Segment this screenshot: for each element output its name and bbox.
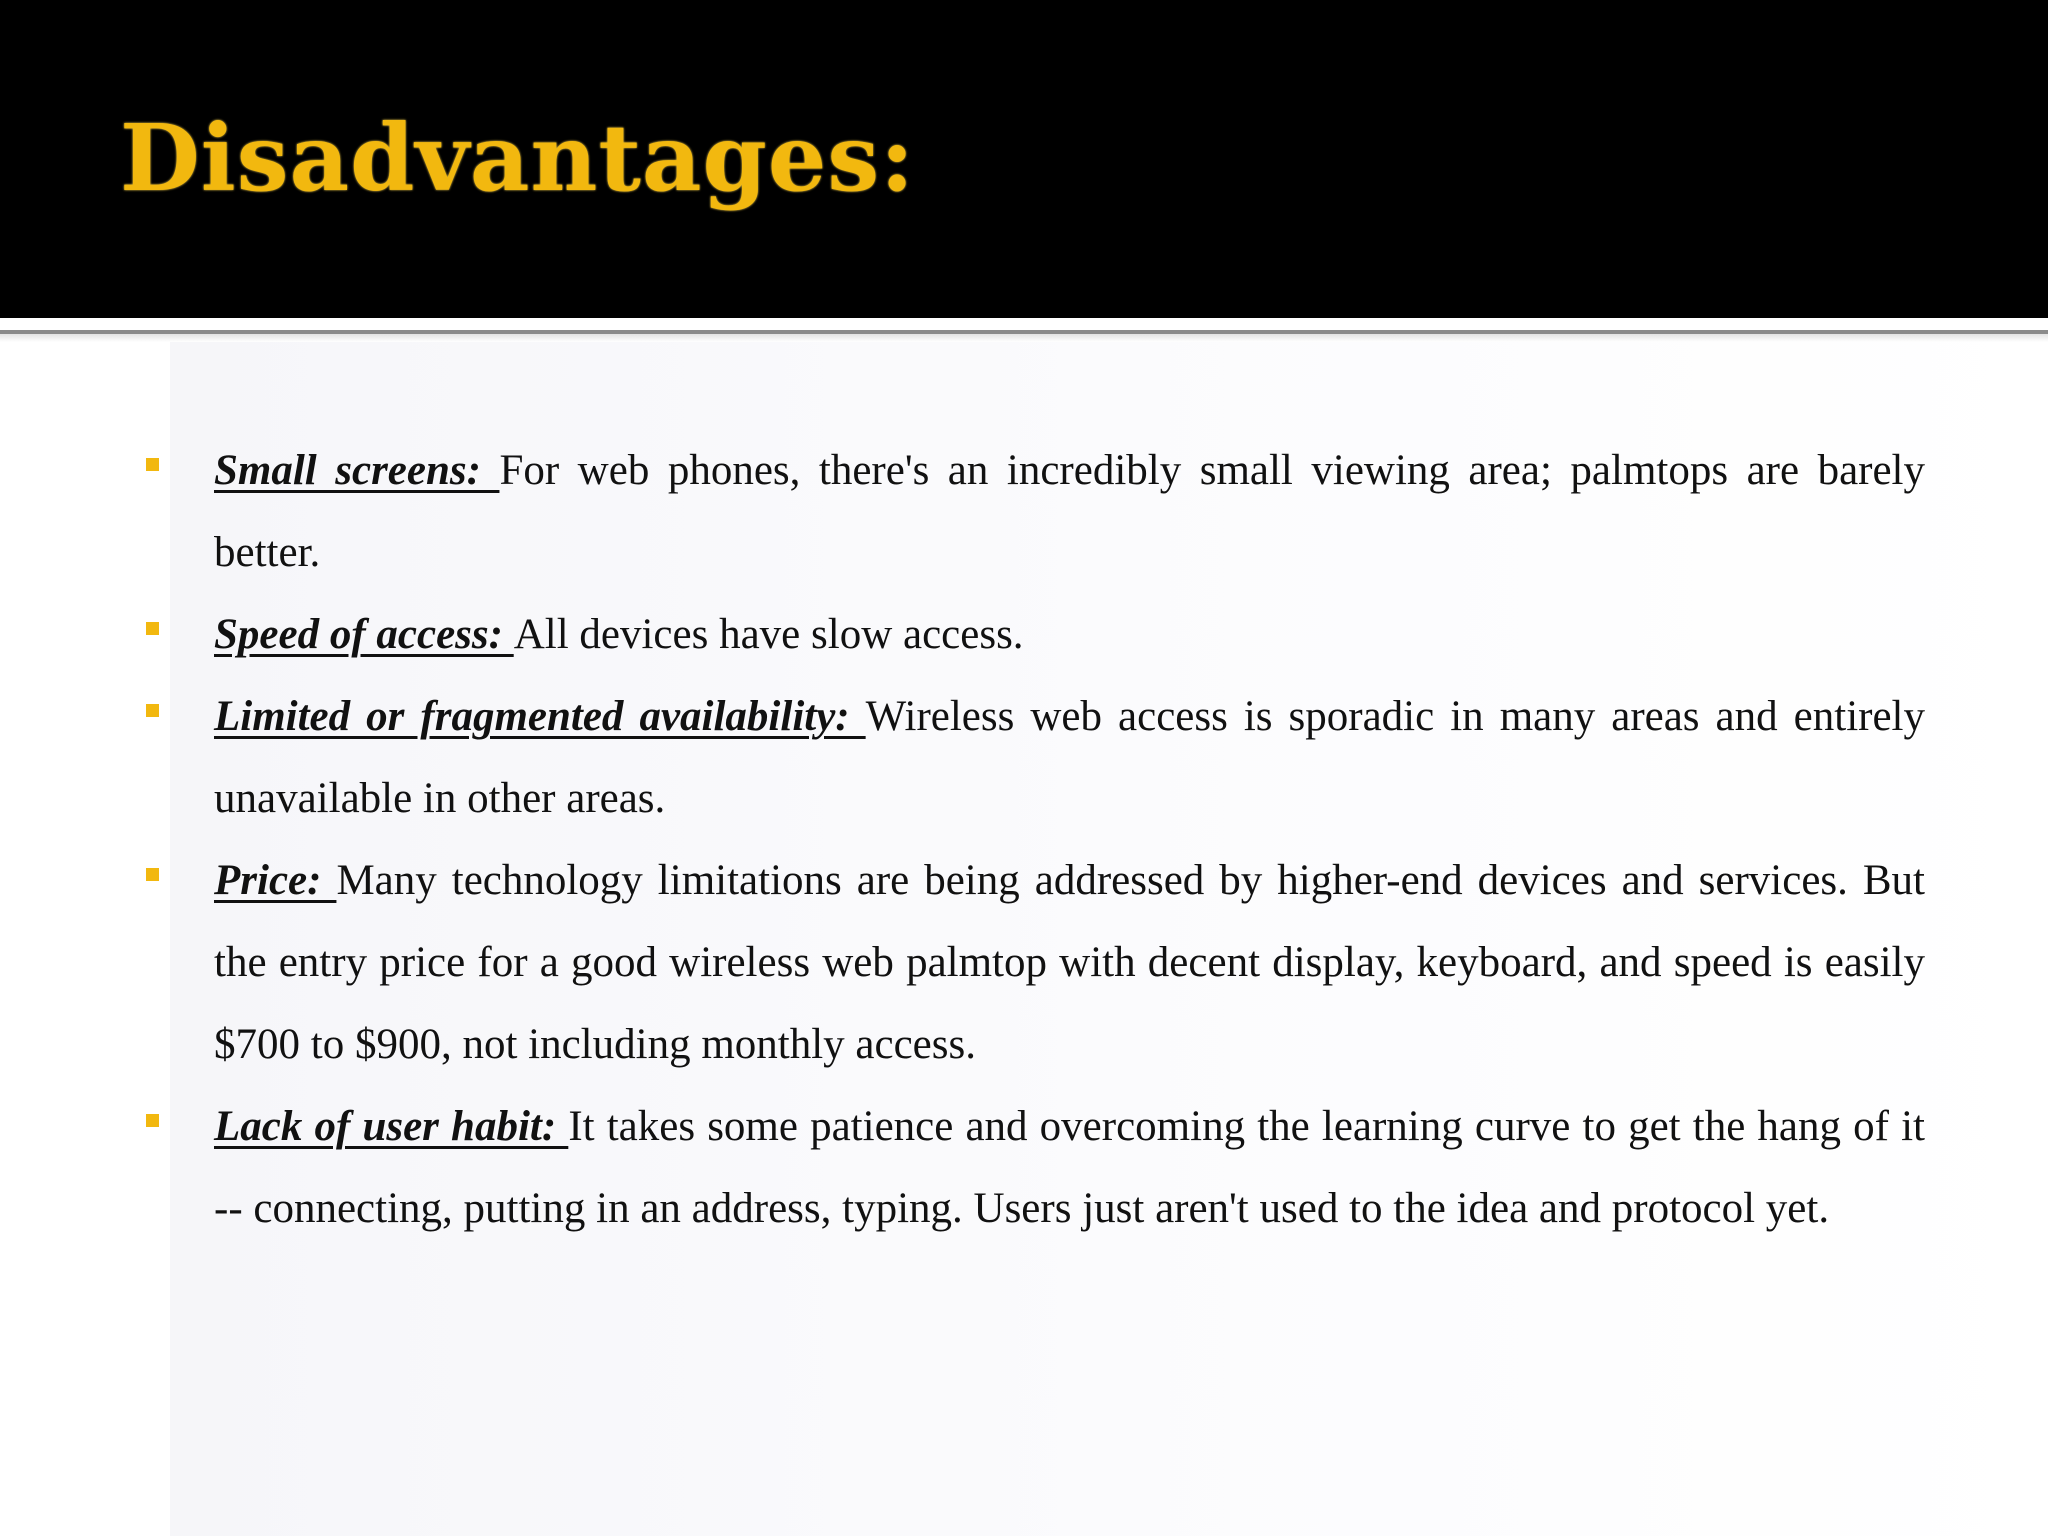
square-bullet-icon	[146, 1114, 159, 1127]
title-divider-shadow	[0, 334, 2048, 342]
bullet-item-limited-availability	[143, 676, 1925, 840]
bullet-text: Many technology limitations are being addressed by higher-end devices and services. But the entry price for a good wireless web palmtop with decent display, keyboard, and speed is easily $700 to $900, not including monthly access.	[214, 857, 1926, 1068]
bullet-item-lack-of-user-habit	[143, 1086, 1925, 1250]
bullet-list	[143, 430, 1925, 1250]
bullet-term: Small screens:	[214, 447, 500, 494]
bullet-item-speed-of-access	[143, 594, 1925, 676]
title-divider-gap	[0, 318, 2048, 330]
bullet-term: Lack of user habit:	[214, 1103, 569, 1150]
title-bar	[0, 0, 2048, 318]
square-bullet-icon	[146, 622, 159, 635]
bullet-item-small-screens	[143, 430, 1925, 594]
bullet-term: Speed of access:	[214, 611, 514, 658]
slide-title: Disadvantages:	[120, 104, 916, 212]
square-bullet-icon	[146, 458, 159, 471]
bullet-text: All devices have slow access.	[513, 611, 1024, 658]
square-bullet-icon	[146, 868, 159, 881]
bullet-item-price	[143, 840, 1925, 1086]
bullet-text: Wireless web access is sporadic in many areas and entirely unavailable in other areas.	[214, 693, 1925, 822]
bullet-term: Price:	[214, 857, 337, 904]
bullet-text: It takes some patience and overcoming the learning curve to get the hang of it -- connecting, putting in an address, typing. Users just aren't used to the idea and protocol yet.	[214, 1103, 1925, 1232]
bullet-text: For web phones, there's an incredibly small viewing area; palmtops are barely better.	[214, 447, 1926, 576]
bullet-term: Limited or fragmented availability:	[214, 693, 866, 740]
square-bullet-icon	[146, 704, 159, 717]
